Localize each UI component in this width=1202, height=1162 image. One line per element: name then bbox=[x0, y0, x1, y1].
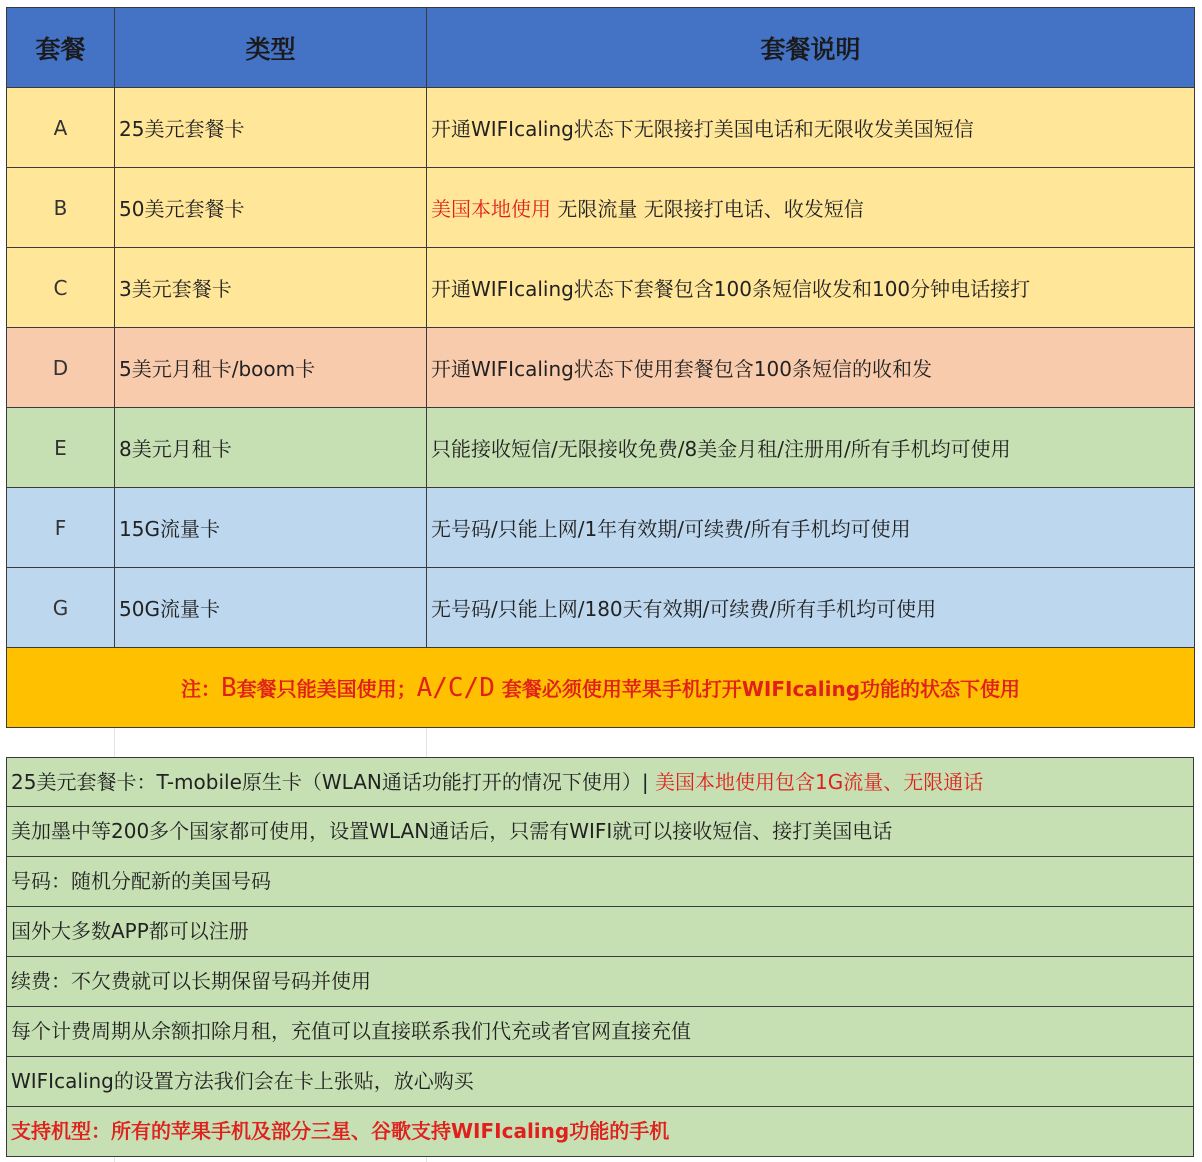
plan-desc bbox=[427, 408, 1195, 488]
plan-code: B bbox=[7, 168, 115, 248]
note-b: B bbox=[220, 672, 237, 703]
table-row bbox=[7, 168, 1195, 248]
plan-type: 15G流量卡 bbox=[115, 488, 427, 568]
plan-type: 5美元月租卡/boom卡 bbox=[115, 328, 427, 408]
header-desc: 套餐说明 bbox=[427, 8, 1195, 88]
info-line-plan-25 bbox=[6, 757, 1194, 807]
plan-desc-text: 开通WIFIcaling状态下无限接打美国电话和无限收发美国短信 bbox=[431, 117, 974, 141]
info-line-billing: 每个计费周期从余额扣除月租，充值可以直接联系我们代充或者官网直接充值 bbox=[6, 1007, 1194, 1057]
table-row bbox=[7, 248, 1195, 328]
plan-desc-text: 无号码/只能上网/180天有效期/可续费/所有手机均可使用 bbox=[431, 597, 937, 621]
note-cell bbox=[7, 648, 1195, 728]
info-line-coverage: 美加墨中等200多个国家都可使用，设置WLAN通话后，只需有WIFI就可以接收短信、接打美国电话 bbox=[6, 807, 1194, 857]
plan-code: F bbox=[7, 488, 115, 568]
plan-desc bbox=[427, 568, 1195, 648]
table-row bbox=[7, 88, 1195, 168]
header-type: 类型 bbox=[115, 8, 427, 88]
plan-desc-text: 只能接收短信/无限接收免费/8美金月租/注册用/所有手机均可使用 bbox=[431, 437, 1011, 461]
header-code: 套餐 bbox=[7, 8, 115, 88]
plan-code: C bbox=[7, 248, 115, 328]
plan-desc-text: 无限流量 无限接打电话、收发短信 bbox=[551, 197, 864, 221]
plan-desc bbox=[427, 328, 1195, 408]
info-line-highlight: 美国本地使用包含1G流量、无限通话 bbox=[655, 770, 984, 794]
plan-type: 25美元套餐卡 bbox=[115, 88, 427, 168]
info-line-setup: WIFIcaling的设置方法我们会在卡上张贴，放心购买 bbox=[6, 1057, 1194, 1107]
plan-code: G bbox=[7, 568, 115, 648]
plan-desc bbox=[427, 488, 1195, 568]
plans-table bbox=[6, 7, 1195, 728]
table-row bbox=[7, 408, 1195, 488]
table-header-row bbox=[7, 8, 1195, 88]
note-acd: A/C/D bbox=[416, 672, 495, 703]
plan-desc-text: 开通WIFIcaling状态下使用套餐包含100条短信的收和发 bbox=[431, 357, 932, 381]
note-suffix: 套餐必须使用苹果手机打开WIFIcaling功能的状态下使用 bbox=[494, 676, 1021, 701]
plan-desc bbox=[427, 88, 1195, 168]
plan-type: 50美元套餐卡 bbox=[115, 168, 427, 248]
table-row bbox=[7, 328, 1195, 408]
plan-type: 3美元套餐卡 bbox=[115, 248, 427, 328]
note-mid: 套餐只能美国使用； bbox=[236, 676, 417, 701]
plan-code: E bbox=[7, 408, 115, 488]
info-line-text: 25美元套餐卡：T-mobile原生卡（WLAN通话功能打开的情况下使用）| bbox=[11, 770, 655, 794]
info-line-renewal: 续费：不欠费就可以长期保留号码并使用 bbox=[6, 957, 1194, 1007]
info-line-supported-models: 支持机型：所有的苹果手机及部分三星、谷歌支持WIFIcaling功能的手机 bbox=[6, 1107, 1194, 1157]
plan-desc-text: 开通WIFIcaling状态下套餐包含100条短信收发和100分钟电话接打 bbox=[431, 277, 1031, 301]
plan-desc-text: 无号码/只能上网/1年有效期/可续费/所有手机均可使用 bbox=[431, 517, 911, 541]
plan-desc bbox=[427, 248, 1195, 328]
plan-desc bbox=[427, 168, 1195, 248]
plan-desc-highlight: 美国本地使用 bbox=[431, 197, 551, 221]
info-line-apps: 国外大多数APP都可以注册 bbox=[6, 907, 1194, 957]
note-row bbox=[7, 648, 1195, 728]
plan-code: D bbox=[7, 328, 115, 408]
info-line-number: 号码：随机分配新的美国号码 bbox=[6, 857, 1194, 907]
info-list bbox=[6, 757, 1194, 1157]
note-prefix: 注： bbox=[180, 676, 221, 701]
table-row bbox=[7, 488, 1195, 568]
plan-code: A bbox=[7, 88, 115, 168]
plan-type: 50G流量卡 bbox=[115, 568, 427, 648]
plan-type: 8美元月租卡 bbox=[115, 408, 427, 488]
table-row bbox=[7, 568, 1195, 648]
